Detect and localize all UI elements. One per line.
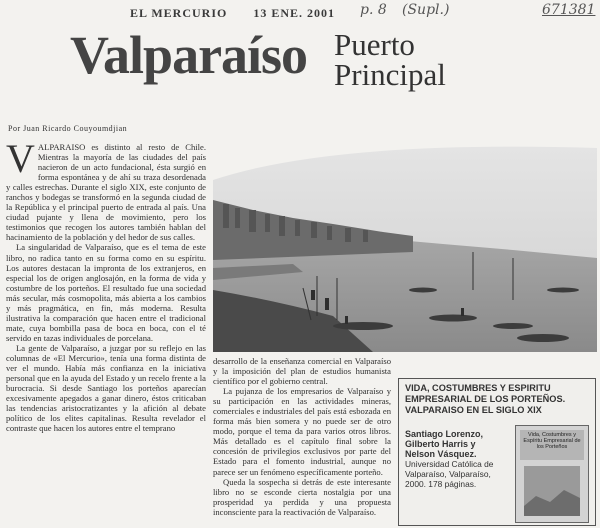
book-authors: Santiago Lorenzo, Gilberto Harris y Nelson Vásquez. xyxy=(405,429,484,459)
byline: Por Juan Ricardo Couyoumdjian xyxy=(8,124,128,133)
handwritten-code-note: 671381 xyxy=(542,2,596,18)
handwritten-page-note: p. 8 xyxy=(360,2,387,18)
harbor-photo xyxy=(213,140,597,352)
harbor-illustration xyxy=(213,140,597,352)
book-cover-title: Vida, Costumbres y Espíritu Empresarial de los Porteños xyxy=(523,432,581,450)
newspaper-name: EL MERCURIO xyxy=(130,6,228,20)
handwritten-section-note: (Supl.) xyxy=(402,2,450,18)
article-paragraph: La singularidad de Valparaíso, que es el tema de este libro, no radica tanto en su forma como en su espíritu. Los autores destacan la impronta de los extranjeros, en especial los de origen anglosajón, en la forma de vida y costumbre de los porteños. El resultado fue una sociedad más secular, más cosmopolita, más abierta a los cambios y más pragmática, en fin, más moderna. Resulta ilustrativa la comparación que hacen entre el tradicional mate, cuya bombilla pasa de boca en boca, con el té servido en tazas individuales de porcelana. xyxy=(6,242,206,343)
headline-main: Valparaíso xyxy=(70,25,308,85)
headline-sub xyxy=(334,27,446,92)
book-info-box xyxy=(398,378,596,526)
article-paragraph: desarrollo de la enseñanza comercial en Valparaíso y la imposición del plan de estudios humanista científico por el gobierno central. xyxy=(213,356,391,387)
article-left-column xyxy=(6,142,206,526)
headline-sub-line1: Puerto xyxy=(334,27,415,62)
book-info-heading: VIDA, COSTUMBRES Y ESPIRITU EMPRESARIAL DE LOS PORTEÑOS. VALPARAISO EN EL SIGLO XIX xyxy=(405,383,566,415)
book-info-details xyxy=(405,429,505,489)
drop-cap: V xyxy=(6,142,35,181)
article-mid-column xyxy=(213,356,391,526)
book-publisher: Universidad Católica de Valparaíso, Valparaíso, 2000. 178 páginas. xyxy=(405,459,494,489)
article-paragraph: La gente de Valparaíso, a juzgar por su reflejo en las columnas de «El Mercurio», tenía una forma distinta de ver el mundo. Había más confianza en la iniciativa personal que en la ayuda del Estado y un recelo frente a la burocracia. Si desde Santiago los porteños aparecían excesivamente apegados a ganar dinero, éstos criticaban las tendencias aristocratizantes y la afición al debate político de los elites capitalinas. Resulta revelador el contraste que hacen los autores entre el temprano xyxy=(6,342,206,434)
issue-date: 13 ENE. 2001 xyxy=(253,6,336,20)
book-cover xyxy=(515,425,589,523)
article-paragraph: ALPARAISO es distinto al resto de Chile. Mientras la mayoría de las ciudades del país nacieron de un acto fundacional, ésta surgió en forma espontánea y de ahí su traza desordenada y calles estrechas. Durante el siglo XIX, este conjunto de ranchos y bodegas se transformó en la segunda ciudad de la República y el principal puerto de entrada al país. Una ciudad pujante y llena de movimiento, pero los testimonios que recogen los autores también hablan del hacinamiento de la población y del hedor de sus calles. xyxy=(6,142,206,243)
headline-sub-line2: Principal xyxy=(334,57,446,92)
article-paragraph: Queda la sospecha si detrás de este interesante libro no se esconde cierta nostalgia por una prosperidad ya perdida y una propuesta inconsciente para la reactivación de Valparaíso. xyxy=(213,476,391,517)
article-paragraph: La pujanza de los empresarios de Valparaíso y su participación en las actividades mineras, comerciales e industriales del país está esbozada en forma más bien somera y no puede ser de otro modo, porque el tema da para varios otros libros. Más detallado es el capítulo final sobre la concesión de privilegios exclusivos por parte del Estado para el fomento industrial, aunque no parece ser un fenómeno específicamente porteño. xyxy=(213,386,391,477)
masthead xyxy=(130,6,357,21)
